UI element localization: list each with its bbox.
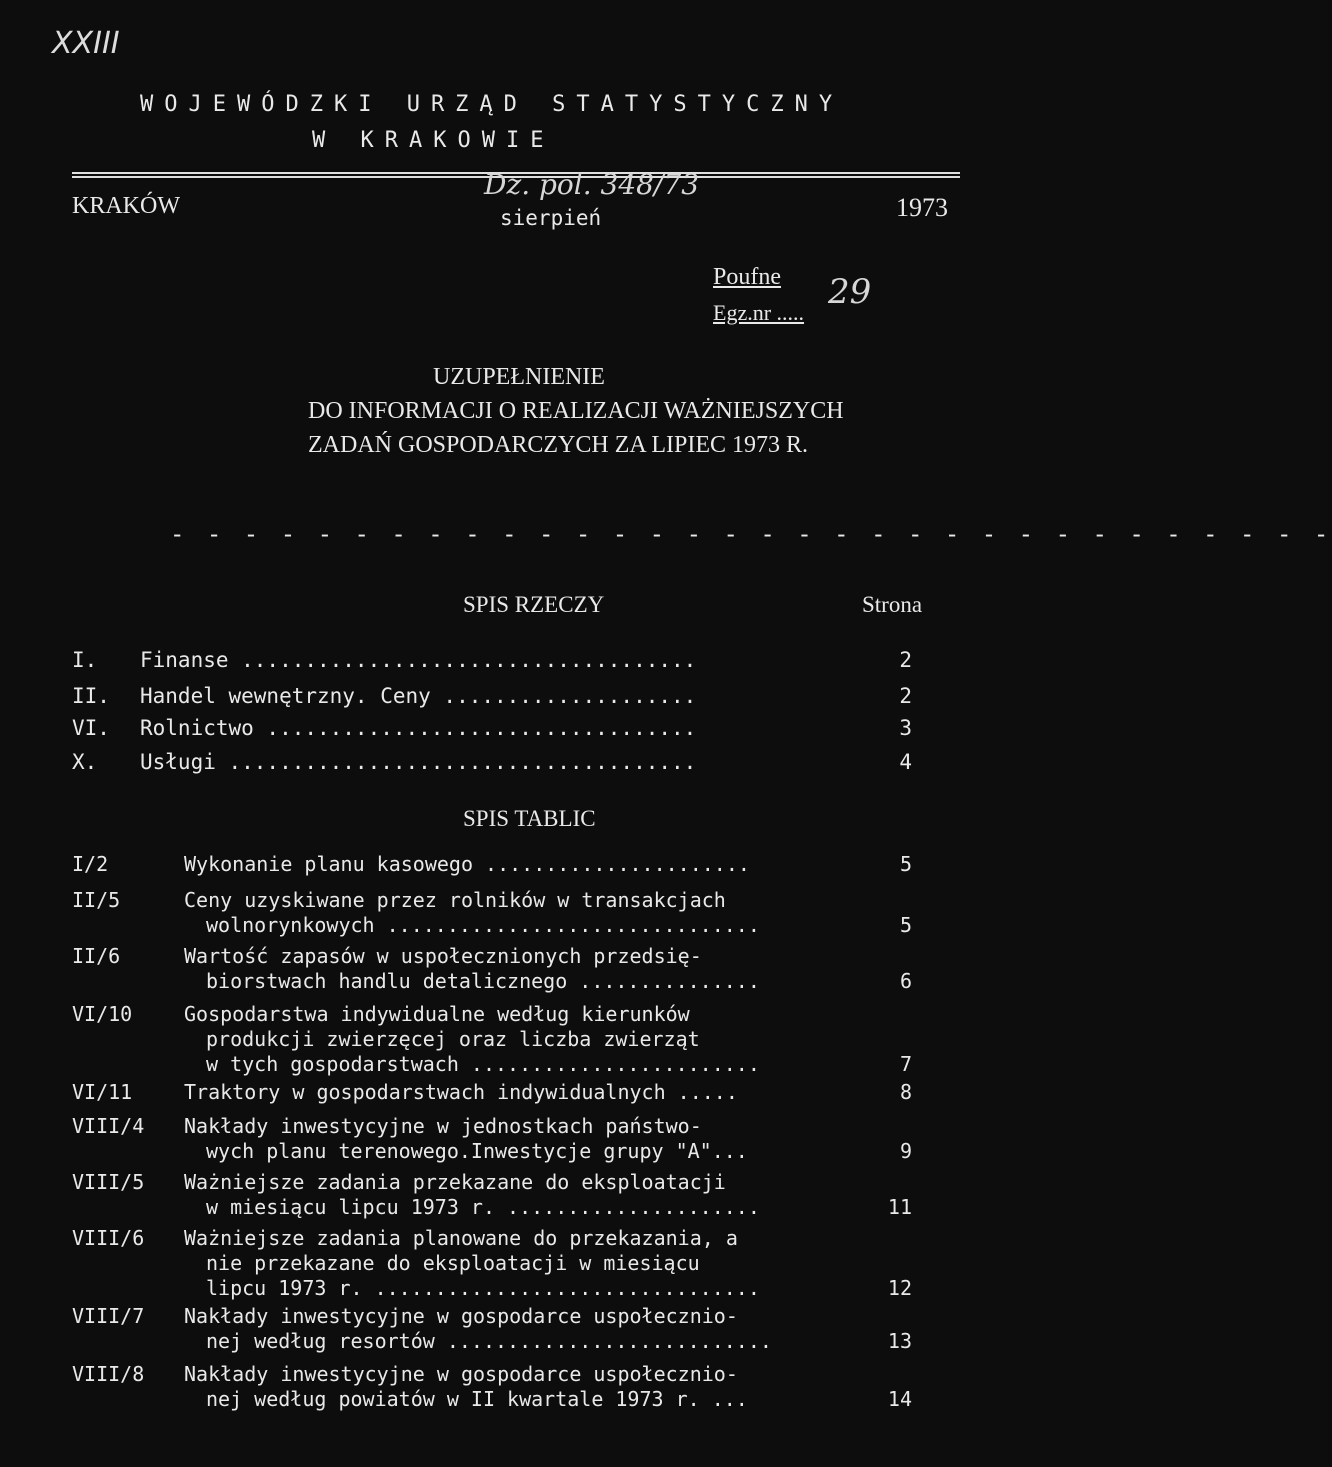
table-title-line: wych planu terenowego.Inwestycje grupy "A"... — [206, 1139, 748, 1163]
table-number: VIII/7 — [72, 1304, 145, 1328]
page-column-heading: Strona — [862, 592, 923, 617]
contents-section-title: Usługi ..................................... — [140, 750, 697, 774]
table-title-line: produkcji zwierzęcej oraz liczba zwierząt — [206, 1027, 700, 1051]
table-page-number: 5 — [899, 852, 912, 876]
table-title-line: nej według powiatów w II kwartale 1973 r. ... — [206, 1387, 748, 1411]
table-title — [184, 1304, 772, 1354]
table-list-row — [72, 1170, 912, 1220]
table-title-line: Nakłady inwestycyjne w gospodarce uspołecznio- — [184, 1304, 738, 1328]
corner-archive-mark: XXIII — [52, 26, 120, 61]
document-title-line-1: UZUPEŁNIENIE — [433, 364, 605, 390]
table-list-row — [72, 1080, 912, 1105]
contents-section-title: Finanse .................................... — [140, 648, 697, 672]
contents-row — [72, 750, 912, 780]
table-page-number: 14 — [887, 1387, 912, 1411]
table-list-row — [72, 1304, 912, 1354]
contents-section-number: II. — [72, 684, 110, 708]
table-title-line: Wartość zapasów w uspołecznionych przedsię- — [184, 944, 702, 968]
contents-row — [72, 648, 912, 678]
table-page-number: 9 — [899, 1139, 912, 1163]
table-list-row — [72, 944, 912, 994]
office-name: WOJEWÓDZKI URZĄD STATYSTYCZNY — [140, 92, 844, 117]
contents-row — [72, 716, 912, 746]
table-title-line: nie przekazane do eksploatacji w miesiącu — [206, 1251, 700, 1275]
contents-page-number: 2 — [899, 684, 912, 708]
copy-number-label: Egz.nr ..... — [713, 300, 805, 325]
office-city: W KRAKOWIE — [312, 128, 555, 153]
classification-label: Poufne — [713, 264, 781, 290]
table-title — [184, 1170, 760, 1220]
table-page-number: 6 — [899, 969, 912, 993]
month-label: sierpień — [500, 206, 602, 230]
table-list-row — [72, 1002, 912, 1077]
table-list-row — [72, 1362, 912, 1412]
table-title-line: Ważniejsze zadania planowane do przekazania, a — [184, 1226, 738, 1250]
dashed-separator: - - - - - - - - - - - - - - - - - - - - - - - - - - - - - - - - — [170, 520, 1332, 548]
table-title-line: nej według resortów ........................... — [206, 1329, 772, 1353]
table-title-line: Nakłady inwestycyjne w gospodarce uspołecznio- — [184, 1362, 738, 1386]
contents-heading: SPIS RZECZY — [463, 592, 605, 617]
table-title — [184, 852, 750, 877]
table-title-line: w tych gospodarstwach ........................ — [206, 1052, 760, 1076]
contents-section-number: X. — [72, 750, 98, 774]
table-title — [184, 1114, 748, 1164]
document-title-line-2: DO INFORMACJI O REALIZACJI WAŻNIEJSZYCH — [308, 398, 844, 424]
contents-section-number: VI. — [72, 716, 110, 740]
contents-page-number: 3 — [899, 716, 912, 740]
contents-section-number: I. — [72, 648, 98, 672]
table-list-row — [72, 888, 912, 938]
year-label: 1973 — [896, 193, 948, 222]
table-number: VIII/5 — [72, 1170, 145, 1194]
table-list-row — [72, 1114, 912, 1164]
contents-row — [72, 684, 912, 714]
contents-section-title: Handel wewnętrzny. Ceny .................... — [140, 684, 697, 708]
table-number: VIII/8 — [72, 1362, 145, 1386]
handwritten-reference: Dz. pol. 348/73 — [484, 168, 700, 201]
table-title-line: Traktory w gospodarstwach indywidualnych ..... — [184, 1080, 738, 1104]
contents-section-title: Rolnictwo .................................. — [140, 716, 697, 740]
table-title-line: w miesiącu lipcu 1973 r. ..................... — [206, 1195, 760, 1219]
table-page-number: 8 — [899, 1080, 912, 1104]
table-list-row — [72, 1226, 912, 1301]
table-title-line: Wykonanie planu kasowego ...................... — [184, 852, 750, 876]
table-title-line: wolnorynkowych ............................... — [206, 913, 760, 937]
table-number: VIII/4 — [72, 1114, 145, 1138]
copy-number-handwritten: 29 — [828, 272, 872, 312]
table-title — [184, 1226, 760, 1301]
table-title-line: lipcu 1973 r. ................................ — [206, 1276, 760, 1300]
table-page-number: 13 — [887, 1329, 912, 1353]
table-page-number: 7 — [899, 1052, 912, 1076]
table-title — [184, 888, 760, 938]
table-title-line: biorstwach handlu detalicznego ............... — [206, 969, 760, 993]
table-number: VI/10 — [72, 1002, 133, 1026]
table-title-line: Nakłady inwestycyjne w jednostkach państwo- — [184, 1114, 702, 1138]
table-number: I/2 — [72, 852, 109, 876]
table-title — [184, 1080, 738, 1105]
document-title-line-3: ZADAŃ GOSPODARCZYCH ZA LIPIEC 1973 R. — [308, 432, 809, 458]
table-title-line: Ważniejsze zadania przekazane do eksploatacji — [184, 1170, 726, 1194]
table-page-number: 5 — [899, 913, 912, 937]
table-number: VI/11 — [72, 1080, 133, 1104]
table-title-line: Ceny uzyskiwane przez rolników w transakcjach — [184, 888, 726, 912]
table-number: II/5 — [72, 888, 121, 912]
table-title — [184, 1002, 760, 1077]
table-title — [184, 944, 760, 994]
table-number: VIII/6 — [72, 1226, 145, 1250]
table-number: II/6 — [72, 944, 121, 968]
table-title — [184, 1362, 748, 1412]
table-list-row — [72, 852, 912, 877]
contents-page-number: 2 — [899, 648, 912, 672]
tables-heading: SPIS TABLIC — [463, 806, 596, 831]
table-page-number: 11 — [887, 1195, 912, 1219]
place-label: KRAKÓW — [72, 193, 180, 219]
table-page-number: 12 — [887, 1276, 912, 1300]
table-title-line: Gospodarstwa indywidualne według kierunków — [184, 1002, 690, 1026]
contents-page-number: 4 — [899, 750, 912, 774]
